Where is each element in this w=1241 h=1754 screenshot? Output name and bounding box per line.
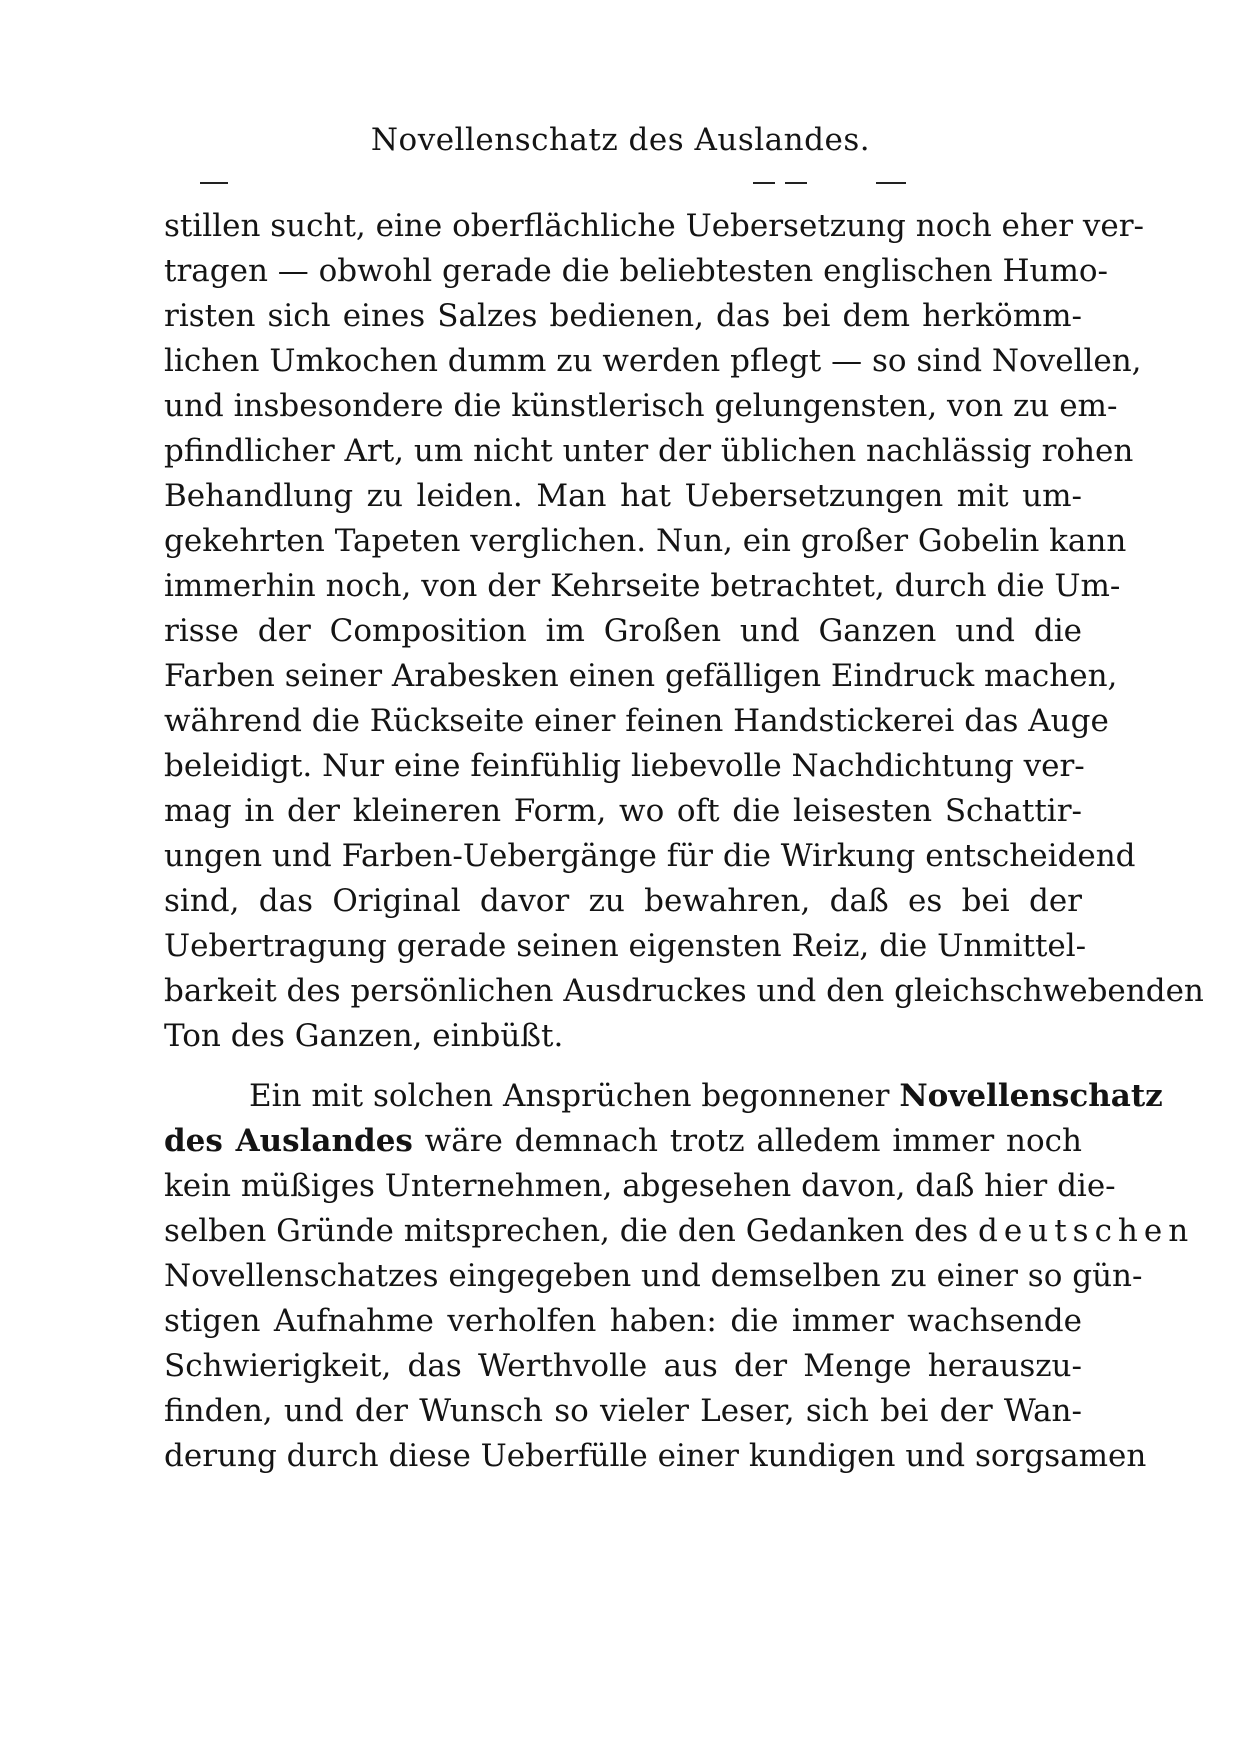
text-line: sind, das Original davor zu bewahren, daß es bei der: [164, 883, 1082, 919]
text-line: Behandlung zu leiden. Man hat Uebersetzungen mit um-: [164, 478, 1082, 514]
text-line: kein müßiges Unternehmen, abgesehen davon, daß hier die-: [164, 1168, 1116, 1204]
text-line: gekehrten Tapeten verglichen. Nun, ein großer Gobelin kann: [164, 523, 1127, 559]
text-line: barkeit des persönlichen Ausdruckes und den gleichschwebenden: [164, 973, 1204, 1009]
text-line: und insbesondere die künstlerisch gelungensten, von zu em-: [164, 388, 1118, 424]
text-line: ungen und Farben-Uebergänge für die Wirkung entscheidend: [164, 838, 1136, 874]
series-title-bold: Novellenschatz: [899, 1078, 1163, 1114]
header-rule-left: [200, 182, 228, 184]
text-line: Uebertragung gerade seinen eigensten Reiz, die Unmittel-: [164, 928, 1087, 964]
text-line: mag in der kleineren Form, wo oft die leisesten Schattir-: [164, 793, 1082, 829]
text-run: selben Gründe mitsprechen, die den Gedanken des: [164, 1213, 979, 1249]
text-line: tragen — obwohl gerade die beliebtesten englischen Humo-: [164, 253, 1109, 289]
text-line: [249, 1073, 1163, 1119]
text-line: [164, 1118, 1082, 1164]
text-line: finden, und der Wunsch so vieler Leser, sich bei der Wan-: [164, 1393, 1082, 1429]
text-line: stillen sucht, eine oberflächliche Uebersetzung noch eher ver-: [164, 208, 1145, 244]
running-head: Novellenschatz des Auslandes.: [370, 122, 871, 158]
text-run: Ein mit solchen Ansprüchen begonnener: [249, 1078, 900, 1114]
header-rule-right: [876, 182, 906, 184]
emphasized-word: deutschen: [978, 1213, 1195, 1249]
text-line: immerhin noch, von der Kehrseite betrachtet, durch die Um-: [164, 568, 1121, 604]
series-title-bold: des Auslandes: [164, 1123, 413, 1159]
text-line: risse der Composition im Großen und Ganzen und die: [164, 613, 1082, 649]
text-line: lichen Umkochen dumm zu werden pflegt — so sind Novellen,: [164, 343, 1142, 379]
text-line: stigen Aufnahme verholfen haben: die immer wachsende: [164, 1303, 1082, 1339]
text-line: [164, 1208, 1195, 1254]
text-line: während die Rückseite einer feinen Handstickerei das Auge: [164, 703, 1109, 739]
text-line: derung durch diese Ueberfülle einer kundigen und sorgsamen: [164, 1438, 1147, 1474]
text-run: wäre demnach trotz alledem immer noch: [412, 1123, 1082, 1159]
header-rule-middle-b: [785, 182, 807, 184]
text-line: pfindlicher Art, um nicht unter der üblichen nachlässig rohen: [164, 433, 1134, 469]
text-line: beleidigt. Nur eine feinfühlig liebevolle Nachdichtung ver-: [164, 748, 1085, 784]
header-rule-middle-a: [753, 182, 775, 184]
text-line: Farben seiner Arabesken einen gefälligen Eindruck machen,: [164, 658, 1118, 694]
text-line: risten sich eines Salzes bedienen, das bei dem herkömm-: [164, 298, 1082, 334]
text-line: Novellenschatzes eingegeben und demselben zu einer so gün-: [164, 1258, 1143, 1294]
text-line: Ton des Ganzen, einbüßt.: [164, 1018, 564, 1054]
text-line: Schwierigkeit, das Werthvolle aus der Menge herauszu-: [164, 1348, 1082, 1384]
